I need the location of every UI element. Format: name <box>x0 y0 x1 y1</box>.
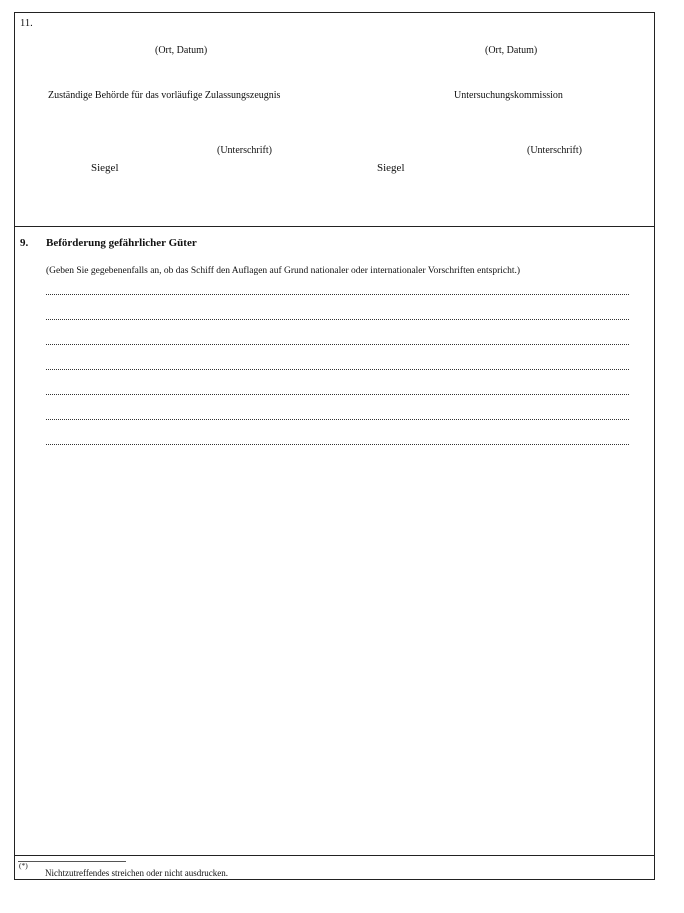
dotted-entry-line[interactable] <box>46 444 629 445</box>
section-11-number: 11. <box>20 18 33 29</box>
dotted-entry-line[interactable] <box>46 319 629 320</box>
dotted-entry-line[interactable] <box>46 369 629 370</box>
signature-left-label: (Unterschrift) <box>217 145 272 156</box>
section-9-number: 9. <box>20 237 29 249</box>
dotted-entry-line[interactable] <box>46 394 629 395</box>
footnote-marker: (*) <box>19 861 28 870</box>
section-9-title: Beförderung gefährlicher Güter <box>46 237 197 249</box>
section-divider <box>14 226 655 227</box>
seal-right-label: Siegel <box>377 162 405 174</box>
footnote-divider <box>14 855 655 856</box>
dotted-entry-line[interactable] <box>46 419 629 420</box>
commission-label: Untersuchungskommission <box>454 90 563 101</box>
form-frame <box>14 12 655 880</box>
footnote-rule <box>18 861 126 862</box>
place-date-left-label: (Ort, Datum) <box>155 45 208 56</box>
authority-label: Zuständige Behörde für das vorläufige Zulassungszeugnis <box>48 90 281 101</box>
section-9-instruction: (Geben Sie gegebenenfalls an, ob das Schiff den Auflagen auf Grund nationaler oder internationaler Vorschriften entspricht.) <box>46 266 521 276</box>
dotted-entry-line[interactable] <box>46 344 629 345</box>
signature-right-label: (Unterschrift) <box>527 145 582 156</box>
seal-left-label: Siegel <box>91 162 119 174</box>
place-date-right-label: (Ort, Datum) <box>485 45 538 56</box>
dotted-entry-line[interactable] <box>46 294 629 295</box>
footnote-text: Nichtzutreffendes streichen oder nicht ausdrucken. <box>45 868 229 878</box>
